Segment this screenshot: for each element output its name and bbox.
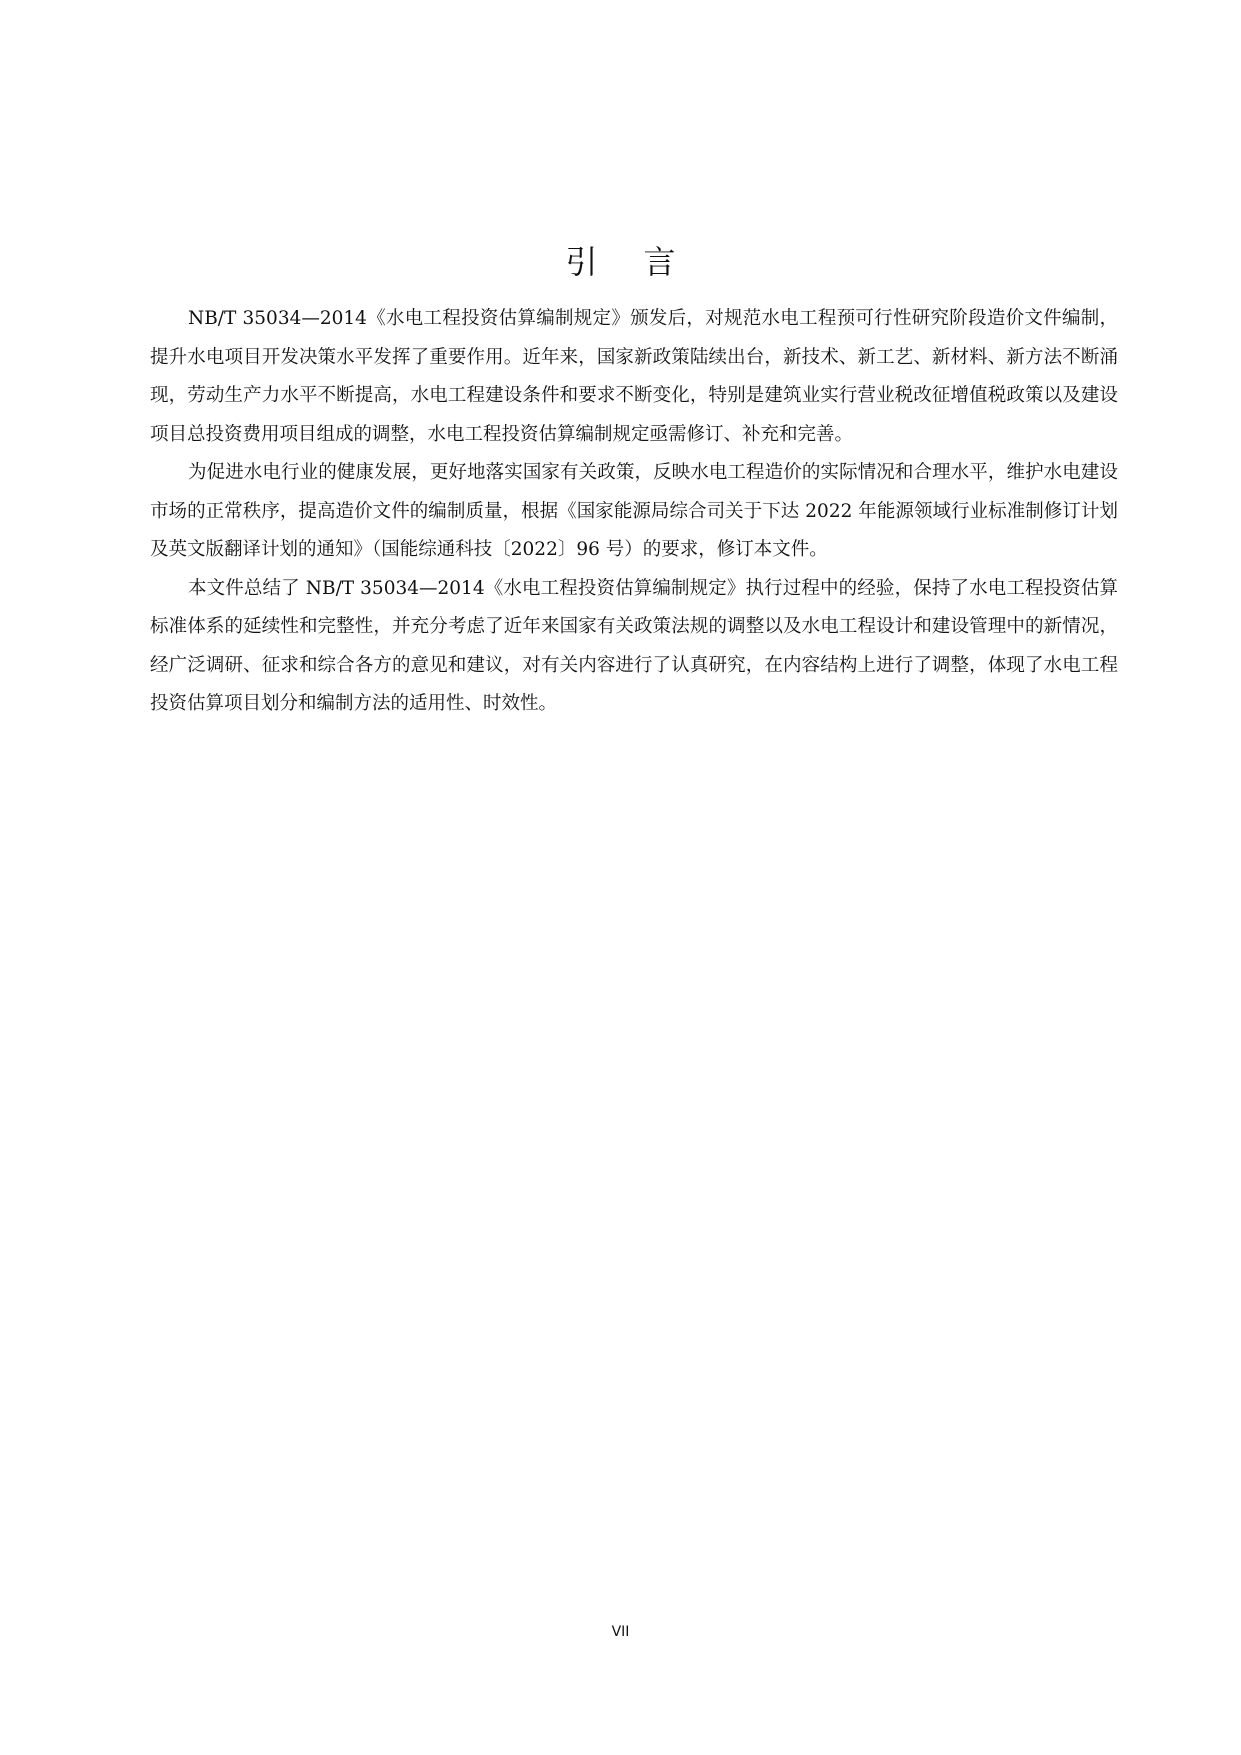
page-number: VII (611, 1624, 630, 1640)
paragraph-3: 本文件总结了 NB/T 35034—2014《水电工程投资估算编制规定》执行过程中的经验，保持了水电工程投资估算标准体系的延续性和完整性，并充分考虑了近年来国家有关政策法规的调整以及水电工程设计和建设管理中的新情况，经广泛调研、征求和综合各方的意见和建议，对有关内容进行了认真研究，在内容结构上进行了调整，体现了水电工程投资估算项目划分和编制方法的适用性、时效性。 (150, 577, 1118, 714)
paragraph-1: NB/T 35034—2014《水电工程投资估算编制规定》颁发后，对规范水电工程预可行性研究阶段造价文件编制，提升水电项目开发决策水平发挥了重要作用。近年来，国家新政策陆续出台，新技术、新工艺、新材料、新方法不断涌现，劳动生产力水平不断提高，水电工程建设条件和要求不断变化，特别是建筑业实行营业税改征增值税政策以及建设项目总投资费用项目组成的调整，水电工程投资估算编制规定亟需修订、补充和完善。 (150, 308, 1118, 445)
paragraph-2: 为促进水电行业的健康发展，更好地落实国家有关政策，反映水电工程造价的实际情况和合理水平，维护水电建设市场的正常秩序，提高造价文件的编制质量，根据《国家能源局综合司关于下达 2022 年能源领域行业标准制修订计划及英文版翻译计划的通知》（国能综通科技〔2022〕96 号）的要求，修订本文件。 (150, 462, 1118, 560)
document-body (150, 300, 1118, 724)
page-title: 引言 (565, 243, 722, 281)
